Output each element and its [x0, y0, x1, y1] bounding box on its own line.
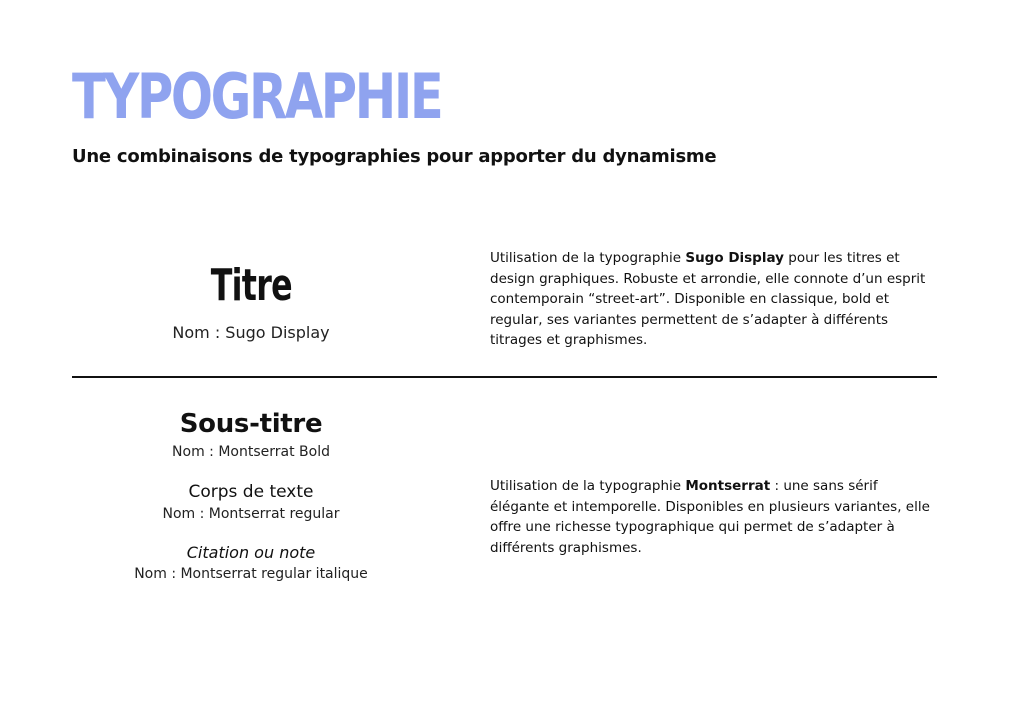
font-highlight: Montserrat — [685, 478, 771, 494]
font-samples-montserrat-block — [72, 406, 430, 584]
font-name-montserrat-bold: Nom : Montserrat Bold — [172, 444, 330, 460]
description-text: Utilisation de la typographie — [490, 478, 686, 494]
description-montserrat — [490, 476, 930, 558]
font-sample-corps-de-texte: Corps de texte — [188, 482, 314, 502]
description-text: Utilisation de la typographie — [490, 250, 686, 266]
section-divider — [72, 376, 937, 378]
font-highlight: Sugo Display — [685, 250, 784, 266]
description-sugo-display — [490, 248, 930, 351]
font-sample-sous-titre: Sous-titre — [179, 409, 323, 439]
font-sample-titre: Titre — [210, 260, 292, 311]
font-name-montserrat-regular: Nom : Montserrat regular — [162, 506, 340, 522]
font-name-sugo-display: Nom : Sugo Display — [172, 323, 330, 342]
font-name-montserrat-italic: Nom : Montserrat regular italique — [134, 566, 368, 582]
description-text: pour les titres et design graphiques. Robuste et arrondie, elle connote d’un esprit contemporain “street-art”. Disponible en classique, bold et regular, ses variantes permettent de s’adapter à différents titrages et graphismes. — [490, 250, 926, 348]
page-subtitle: Une combinaisons de typographies pour apporter du dynamisme — [72, 146, 717, 167]
font-sample-titre-block — [72, 258, 430, 344]
font-sample-citation: Citation ou note — [186, 543, 316, 562]
page-title: TYPOGRAPHIE — [72, 60, 442, 133]
description-text: : une sans sérif élégante et intemporelle. Disponibles en plusieurs variantes, elle offre une richesse typographique qui permet de s’adapter à différents graphismes. — [490, 478, 930, 556]
